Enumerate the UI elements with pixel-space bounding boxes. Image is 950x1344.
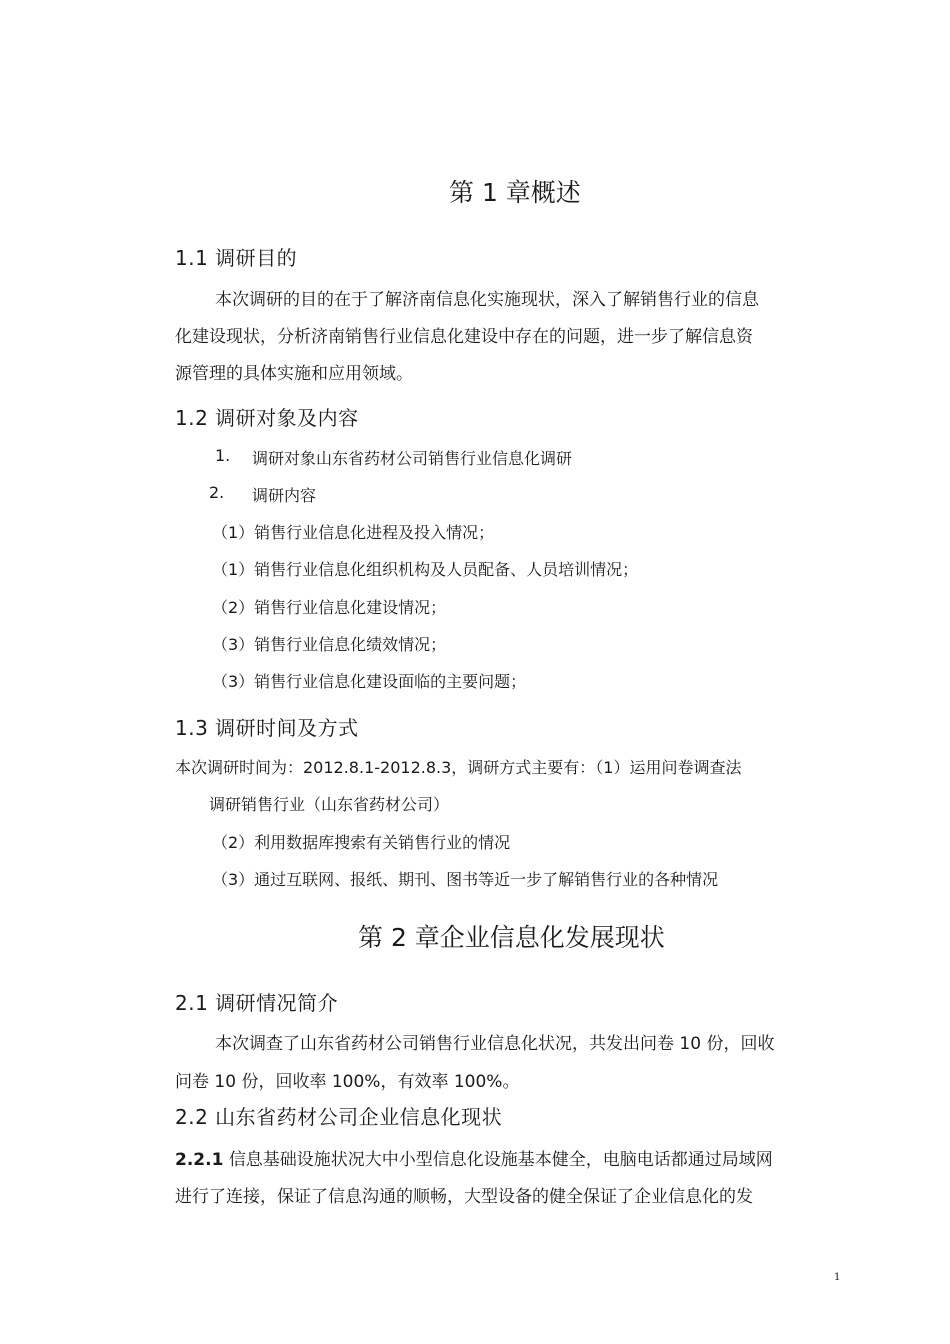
paragraph-line: [175, 1145, 773, 1170]
paragraph-line: （2）利用数据库搜索有关销售行业的情况: [212, 833, 511, 852]
chapter-2-title: 第 2 章企业信息化发展现状: [358, 923, 665, 952]
list-subitem: （1）销售行业信息化进程及投入情况；: [212, 523, 495, 542]
paragraph-line: 本次调研的目的在于了解济南信息化实施现状，深入了解销售行业的信息: [215, 290, 759, 310]
list-item: 调研对象山东省药材公司销售行业信息化调研: [252, 449, 573, 468]
paragraph-line: 本次调研时间为：2012.8.1-2012.8.3，调研方式主要有：（1）运用问卷调查法: [175, 758, 742, 777]
subsection-text: 信息基础设施状况大中小型信息化设施基本健全，电脑电话都通过局域网: [228, 1150, 773, 1170]
chapter-1-title: 第 1 章概述: [449, 178, 581, 207]
paragraph-line: 源管理的具体实施和应用领域。: [175, 364, 413, 384]
page-number: 1: [834, 1272, 841, 1283]
section-1-3-heading: 1.3 调研时间及方式: [175, 716, 359, 740]
list-subitem: （1）销售行业信息化组织机构及人员配备、人员培训情况；: [212, 560, 639, 579]
section-1-2-heading: 1.2 调研对象及内容: [175, 406, 359, 430]
list-subitem: （3）销售行业信息化绩效情况；: [212, 635, 447, 654]
list-number: 1.: [215, 446, 231, 465]
paragraph-line: 问卷 10 份，回收率 100%，有效率 100%。: [175, 1072, 520, 1092]
paragraph-line: 化建设现状，分析济南销售行业信息化建设中存在的问题，进一步了解信息资: [175, 327, 753, 347]
list-subitem: （3）销售行业信息化建设面临的主要问题；: [212, 672, 527, 691]
list-subitem: （2）销售行业信息化建设情况；: [212, 598, 447, 617]
section-2-1-heading: 2.1 调研情况简介: [175, 991, 339, 1015]
section-2-2-heading: 2.2 山东省药材公司企业信息化现状: [175, 1105, 503, 1129]
subsection-number: 2.2.1: [175, 1150, 224, 1170]
section-1-1-heading: 1.1 调研目的: [175, 246, 298, 270]
list-number: 2.: [209, 483, 225, 502]
paragraph-line: 进行了连接，保证了信息沟通的顺畅，大型设备的健全保证了企业信息化的发: [175, 1187, 753, 1207]
paragraph-line: 调研销售行业（山东省药材公司）: [209, 795, 450, 814]
paragraph-line: （3）通过互联网、报纸、期刊、图书等近一步了解销售行业的各种情况: [212, 870, 719, 889]
list-item: 调研内容: [252, 486, 317, 505]
paragraph-line: 本次调查了山东省药材公司销售行业信息化状况，共发出问卷 10 份，回收: [215, 1034, 775, 1054]
